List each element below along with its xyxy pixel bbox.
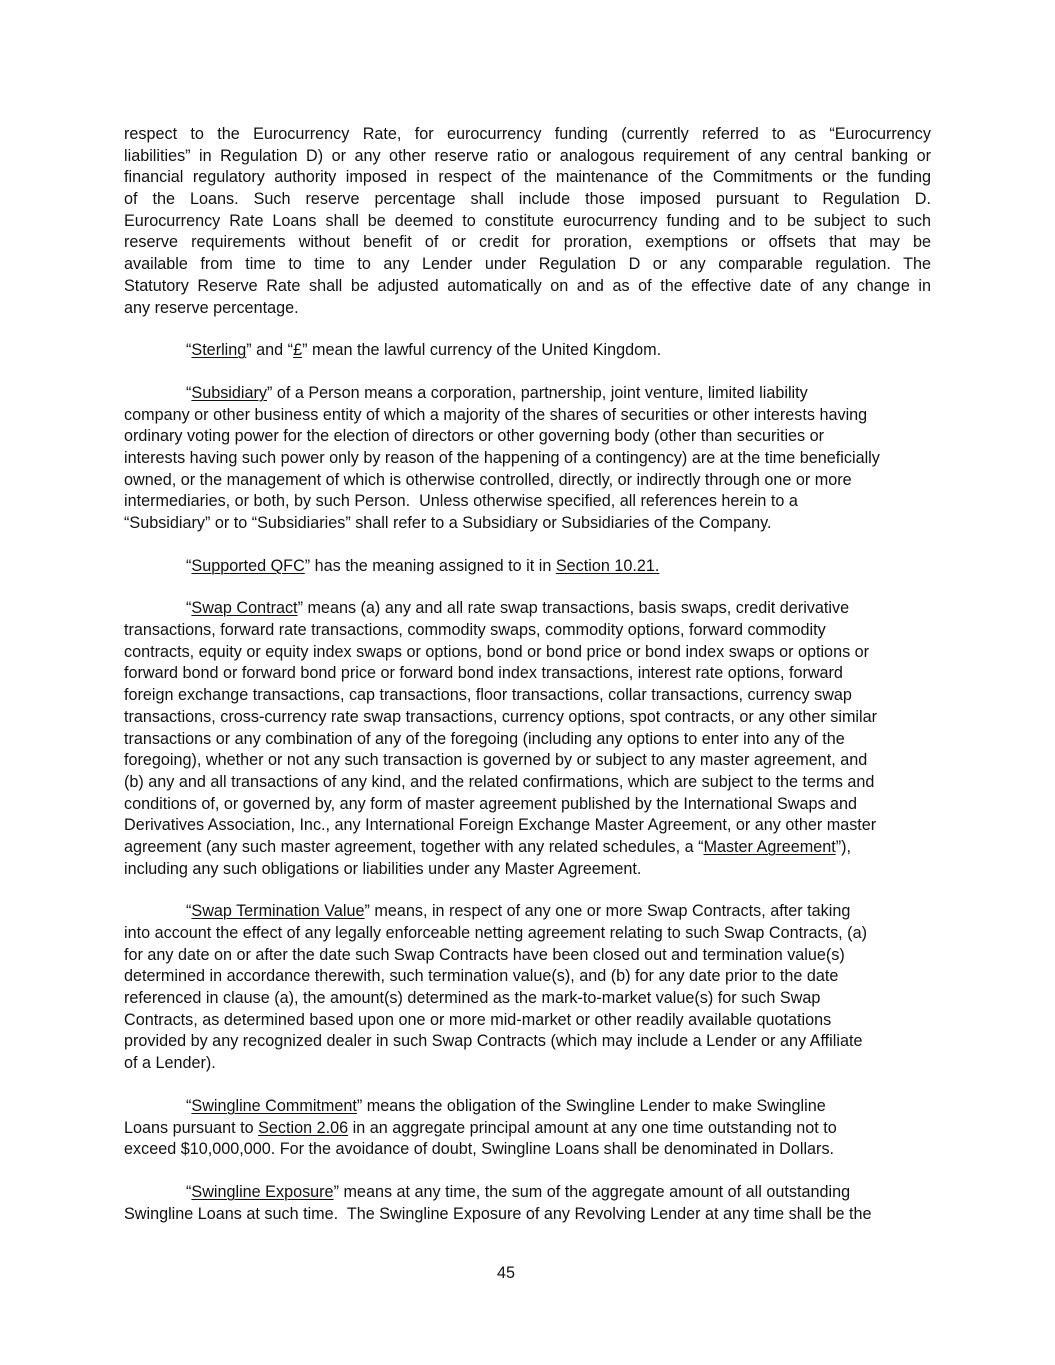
text-run: Loans pursuant to bbox=[124, 1118, 259, 1137]
text-line: referenced in clause (a), the amount(s) determined as the mark-to-market value(s) for such Swap bbox=[124, 989, 821, 1008]
text-run: “ bbox=[186, 902, 192, 921]
text-line: determined in accordance therewith, such termination value(s), and (b) for any date prior to the date bbox=[124, 967, 839, 986]
text-line: owned, or the management of which is otherwise controlled, directly, or indirectly through one or more bbox=[124, 470, 852, 489]
text-line bbox=[124, 901, 931, 923]
defined-term: Swap Termination Value bbox=[191, 902, 365, 921]
text-line: forward bond or forward bond price or forward bond index transactions, interest rate options, forward bbox=[124, 664, 843, 683]
text-run: in an aggregate principal amount at any one time outstanding not to bbox=[348, 1118, 837, 1137]
text-run: “ bbox=[186, 1182, 192, 1201]
text-run: ” mean the lawful currency of the United Kingdom. bbox=[302, 341, 662, 360]
text-line bbox=[124, 340, 931, 362]
text-run: ” means (a) any and all rate swap transactions, basis swaps, credit derivative bbox=[297, 599, 850, 618]
text-line: reserve requirements without benefit of or credit for proration, exemptions or offsets that may be bbox=[124, 233, 931, 252]
text-line: Contracts, as determined based upon one or more mid-market or other readily available quotations bbox=[124, 1010, 832, 1029]
defined-term: Swingline Exposure bbox=[191, 1182, 334, 1201]
continued-paragraph bbox=[124, 124, 931, 319]
defined-term: £ bbox=[293, 341, 303, 360]
defined-term: Master Agreement bbox=[703, 837, 836, 856]
defined-term: Subsidiary bbox=[191, 383, 267, 402]
text-run: “ bbox=[186, 1096, 192, 1115]
definition-paragraph bbox=[124, 340, 931, 362]
definition-paragraph bbox=[124, 901, 931, 1075]
definition-paragraph bbox=[124, 383, 931, 535]
text-line: transactions, forward rate transactions, commodity swaps, commodity options, forward commodity bbox=[124, 621, 826, 640]
text-line bbox=[124, 837, 931, 859]
text-run: ”), bbox=[835, 837, 852, 856]
text-line: company or other business entity of which a majority of the shares of securities or other interests having bbox=[124, 405, 868, 424]
definition-paragraph bbox=[124, 598, 931, 880]
text-line: available from time to time to any Lender under Regulation D or any comparable regulation. The bbox=[124, 255, 931, 274]
text-line: provided by any recognized dealer in such Swap Contracts (which may include a Lender or any Affiliate bbox=[124, 1032, 863, 1051]
text-line bbox=[124, 598, 931, 620]
definition-paragraph bbox=[124, 556, 931, 578]
text-line: transactions or any combination of any of the foregoing (including any options to enter into any of the bbox=[124, 729, 845, 748]
text-run: agreement (any such master agreement, together with any related schedules, a “ bbox=[124, 837, 704, 856]
text-line: any reserve percentage. bbox=[124, 298, 299, 317]
section-reference: Section 2.06 bbox=[258, 1118, 349, 1137]
text-line: ordinary voting power for the election of directors or other governing body (other than securities or bbox=[124, 427, 825, 446]
text-run: ” means the obligation of the Swingline Lender to make Swingline bbox=[356, 1096, 826, 1115]
text-line bbox=[124, 1182, 931, 1204]
text-line: transactions, cross-currency rate swap transactions, currency options, spot contracts, or any other similar bbox=[124, 707, 878, 726]
document-body bbox=[124, 124, 931, 1246]
defined-term: Swingline Commitment bbox=[191, 1096, 357, 1115]
text-line: of a Lender). bbox=[124, 1054, 216, 1073]
text-line: Derivatives Association, Inc., any International Foreign Exchange Master Agreement, or any other master bbox=[124, 816, 877, 835]
text-line: foregoing), whether or not any such transaction is governed by or subject to any master agreement, and bbox=[124, 751, 868, 770]
definition-paragraph bbox=[124, 1182, 931, 1225]
text-line bbox=[124, 1118, 931, 1140]
text-line: intermediaries, or both, by such Person. Unless otherwise specified, all references herein to a bbox=[124, 492, 798, 511]
text-line: foreign exchange transactions, cap transactions, floor transactions, collar transactions, currency swap bbox=[124, 686, 852, 705]
text-line: Swingline Loans at such time. The Swingline Exposure of any Revolving Lender at any time shall be the bbox=[124, 1204, 872, 1223]
text-line: exceed $10,000,000. For the avoidance of doubt, Swingline Loans shall be denominated in Dollars. bbox=[124, 1140, 835, 1159]
text-line: “Subsidiary” or to “Subsidiaries” shall refer to a Subsidiary or Subsidiaries of the Company. bbox=[124, 514, 772, 532]
text-run: ” has the meaning assigned to it in bbox=[304, 556, 556, 575]
text-line: conditions of, or governed by, any form of master agreement published by the International Swaps and bbox=[124, 794, 858, 813]
text-run: ” means at any time, the sum of the aggregate amount of all outstanding bbox=[333, 1182, 851, 1201]
text-line bbox=[124, 383, 931, 405]
text-line: Statutory Reserve Rate shall be adjusted automatically on and as of the effective date of any change in bbox=[124, 276, 931, 295]
text-line: into account the effect of any legally enforceable netting agreement relating to such Swap Contracts, (a) bbox=[124, 924, 867, 942]
text-run: “ bbox=[186, 383, 192, 402]
text-run: “ bbox=[186, 599, 192, 618]
defined-term: Sterling bbox=[191, 341, 247, 360]
text-line bbox=[124, 1096, 931, 1118]
text-run: ” means, in respect of any one or more Swap Contracts, after taking bbox=[364, 902, 851, 921]
text-line: (b) any and all transactions of any kind, and the related confirmations, which are subject to the terms and bbox=[124, 772, 875, 791]
defined-term: Supported QFC bbox=[191, 556, 305, 575]
text-line: respect to the Eurocurrency Rate, for eurocurrency funding (currently referred to as “Eurocurrency bbox=[124, 125, 931, 143]
page-number: 45 bbox=[496, 1264, 515, 1282]
text-run: “ bbox=[186, 341, 192, 360]
definition-paragraph bbox=[124, 1096, 931, 1161]
text-run: “ bbox=[186, 556, 192, 575]
text-line bbox=[124, 556, 931, 578]
defined-term: Swap Contract bbox=[191, 599, 298, 618]
text-run: ” of a Person means a corporation, partnership, joint venture, limited liability bbox=[266, 383, 808, 402]
text-line: Eurocurrency Rate Loans shall be deemed to constitute eurocurrency funding and to be subject to such bbox=[124, 211, 931, 230]
text-line: interests having such power only by reason of the happening of a contingency) are at the time beneficially bbox=[124, 448, 880, 467]
text-run: ” and “ bbox=[246, 341, 294, 360]
text-line: financial regulatory authority imposed in respect of the maintenance of the Commitments or the funding bbox=[124, 168, 931, 187]
text-line: including any such obligations or liabilities under any Master Agreement. bbox=[124, 859, 642, 878]
section-reference: Section 10.21. bbox=[555, 556, 660, 575]
text-line: liabilities” in Regulation D) or any other reserve ratio or analogous requirement of any central banking or bbox=[124, 146, 931, 165]
text-line: contracts, equity or equity index swaps or options, bond or bond price or bond index swaps or options or bbox=[124, 642, 870, 661]
text-line: of the Loans. Such reserve percentage shall include those imposed pursuant to Regulation D. bbox=[124, 190, 931, 209]
text-line: for any date on or after the date such Swap Contracts have been closed out and termination value(s) bbox=[124, 945, 845, 964]
